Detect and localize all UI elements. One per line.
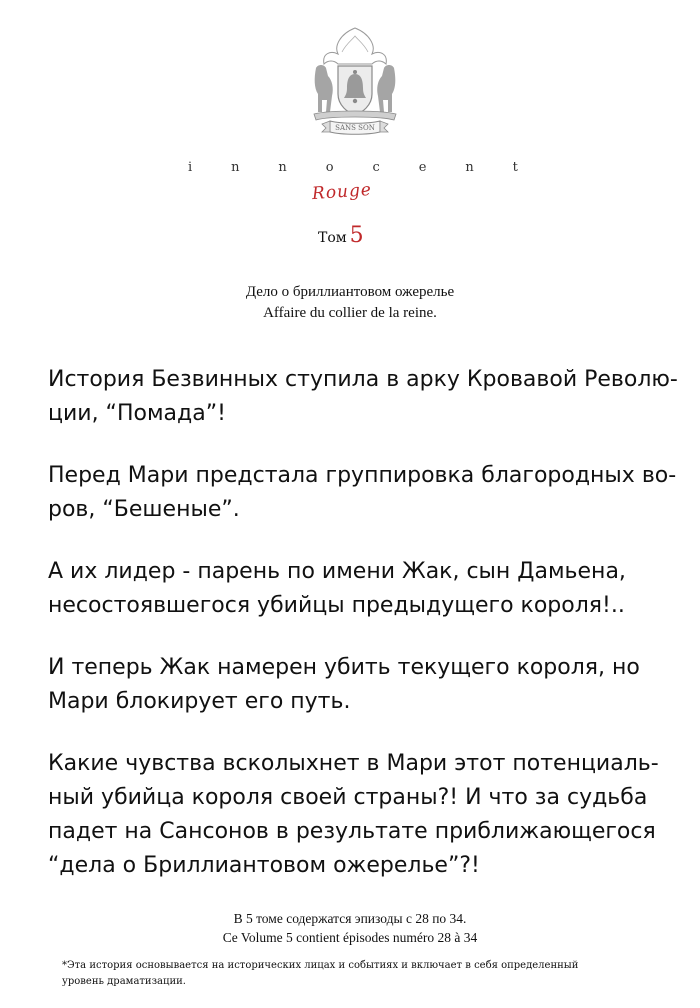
synopsis-line: падет на Сансонов в результате приближающегося xyxy=(48,819,656,844)
synopsis-paragraph xyxy=(48,651,668,719)
synopsis-line: История Безвинных ступила в арку Кровавой Револю- xyxy=(48,367,678,392)
series-letter: o xyxy=(325,160,334,175)
synopsis-line: ции, “Помада”! xyxy=(48,401,226,426)
series-title xyxy=(188,160,518,175)
synopsis-line: несостоявшегося убийцы предыдущего короля!.. xyxy=(48,593,625,618)
synopsis-line: Перед Мари предстала группировка благородных во- xyxy=(48,463,677,488)
synopsis-line: Какие чувства всколыхнет в Мари этот потенциаль- xyxy=(48,751,659,776)
synopsis-line: “дела о Бриллиантовом ожерелье”?! xyxy=(48,853,480,878)
rouge-script-logo xyxy=(300,179,410,212)
synopsis-line: А их лидер - парень по имени Жак, сын Дамьена, xyxy=(48,559,626,584)
volume-label: Том xyxy=(318,230,347,246)
volume-subtitle xyxy=(0,282,700,324)
episode-info-russian: В 5 томе содержатся эпизоды с 28 по 34. xyxy=(233,911,467,926)
family-crest-emblem xyxy=(300,24,410,139)
synopsis-line: Мари блокирует его путь. xyxy=(48,689,351,714)
series-letter: e xyxy=(418,160,427,175)
synopsis-line: И теперь Жак намерен убить текущего короля, но xyxy=(48,655,640,680)
synopsis-paragraph xyxy=(48,747,668,883)
crest-motto: SANS SON xyxy=(335,124,375,132)
synopsis xyxy=(48,363,678,911)
volume-number: 5 xyxy=(349,223,364,248)
series-letter: i xyxy=(188,160,193,175)
episode-info xyxy=(0,909,700,947)
crest-icon xyxy=(300,24,410,139)
series-letter: n xyxy=(465,160,474,175)
synopsis-paragraph xyxy=(48,555,668,623)
volume-indicator xyxy=(318,223,364,248)
footnote-line: уровень драматизации. xyxy=(62,976,186,987)
rouge-script-word: Rouge xyxy=(311,179,373,205)
subtitle-french: Affaire du collier de la reine. xyxy=(263,305,437,321)
synopsis-line: ров, “Бешеные”. xyxy=(48,497,240,522)
series-letter: c xyxy=(372,160,380,175)
series-letter: n xyxy=(231,160,240,175)
synopsis-paragraph xyxy=(48,363,678,431)
synopsis-paragraph xyxy=(48,459,677,527)
series-letter: t xyxy=(512,160,518,175)
footnote-line: *Эта история основывается на исторических лицах и событиях и включает в себя определенный xyxy=(62,960,579,971)
disclaimer-footnote xyxy=(62,958,662,990)
subtitle-russian: Дело о бриллиантовом ожерелье xyxy=(245,284,455,300)
synopsis-line: ный убийца короля своей страны?! И что за судьба xyxy=(48,785,648,810)
series-letter: n xyxy=(278,160,287,175)
episode-info-french: Ce Volume 5 contient épisodes numéro 28 à 34 xyxy=(222,930,478,945)
